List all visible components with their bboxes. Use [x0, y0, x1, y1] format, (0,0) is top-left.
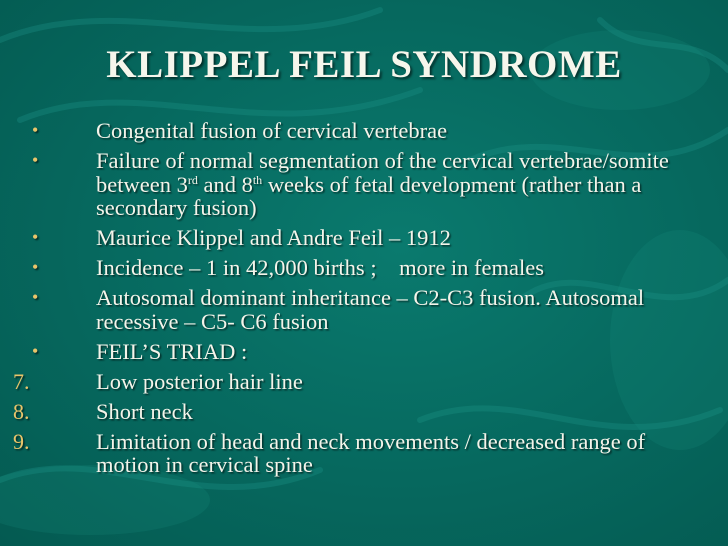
item-text: Maurice Klippel and Andre Feil – 1912 [96, 225, 451, 250]
bullet-list [0, 119, 728, 483]
list-item [0, 149, 728, 220]
item-text [96, 148, 669, 220]
item-text: Autosomal dominant inheritance – C2-C3 fusion. Autosomal recessive – C5- C6 fusion [96, 285, 645, 334]
item-text: Low posterior hair line [96, 368, 303, 394]
ordinal-suffix: rd [187, 172, 198, 187]
list-item [0, 119, 728, 143]
item-text: FEIL’S TRIAD : [96, 338, 248, 364]
slide-title: KLIPPEL FEIL SYNDROME [106, 43, 622, 86]
bullet-marker: • [32, 120, 39, 140]
item-text-part: Failure of normal segmentation of the cervical vertebrae/somite between 3 [96, 148, 669, 197]
list-item [0, 430, 728, 477]
number-marker: 7. [13, 368, 30, 394]
bullet-marker: • [32, 150, 39, 170]
list-item [0, 400, 728, 424]
bullet-marker: • [32, 257, 39, 277]
decor-swirl-1 [0, 10, 380, 40]
item-text: Incidence – 1 in 42,000 births ; more in females [96, 255, 545, 280]
number-marker: 8. [13, 398, 30, 424]
item-text: Limitation of head and neck movements / decreased range of motion in cervical spine [96, 428, 646, 477]
bullet-marker: • [32, 287, 39, 307]
number-marker: 9. [13, 428, 30, 454]
list-item [0, 226, 728, 250]
item-text: Congenital fusion of cervical vertebrae [96, 118, 448, 143]
bullet-marker: • [32, 340, 39, 361]
item-text-part: and 8 [197, 171, 253, 197]
item-text: Short neck [96, 398, 193, 424]
list-item [0, 370, 728, 394]
decor-swirl-2 [20, 90, 420, 120]
list-item [0, 256, 728, 280]
item-text-part: weeks of fetal development (rather than a secondary fusion) [96, 171, 642, 220]
list-item [0, 286, 728, 333]
ordinal-suffix: th [252, 172, 263, 187]
bullet-marker: • [32, 227, 39, 247]
list-item [0, 340, 728, 364]
